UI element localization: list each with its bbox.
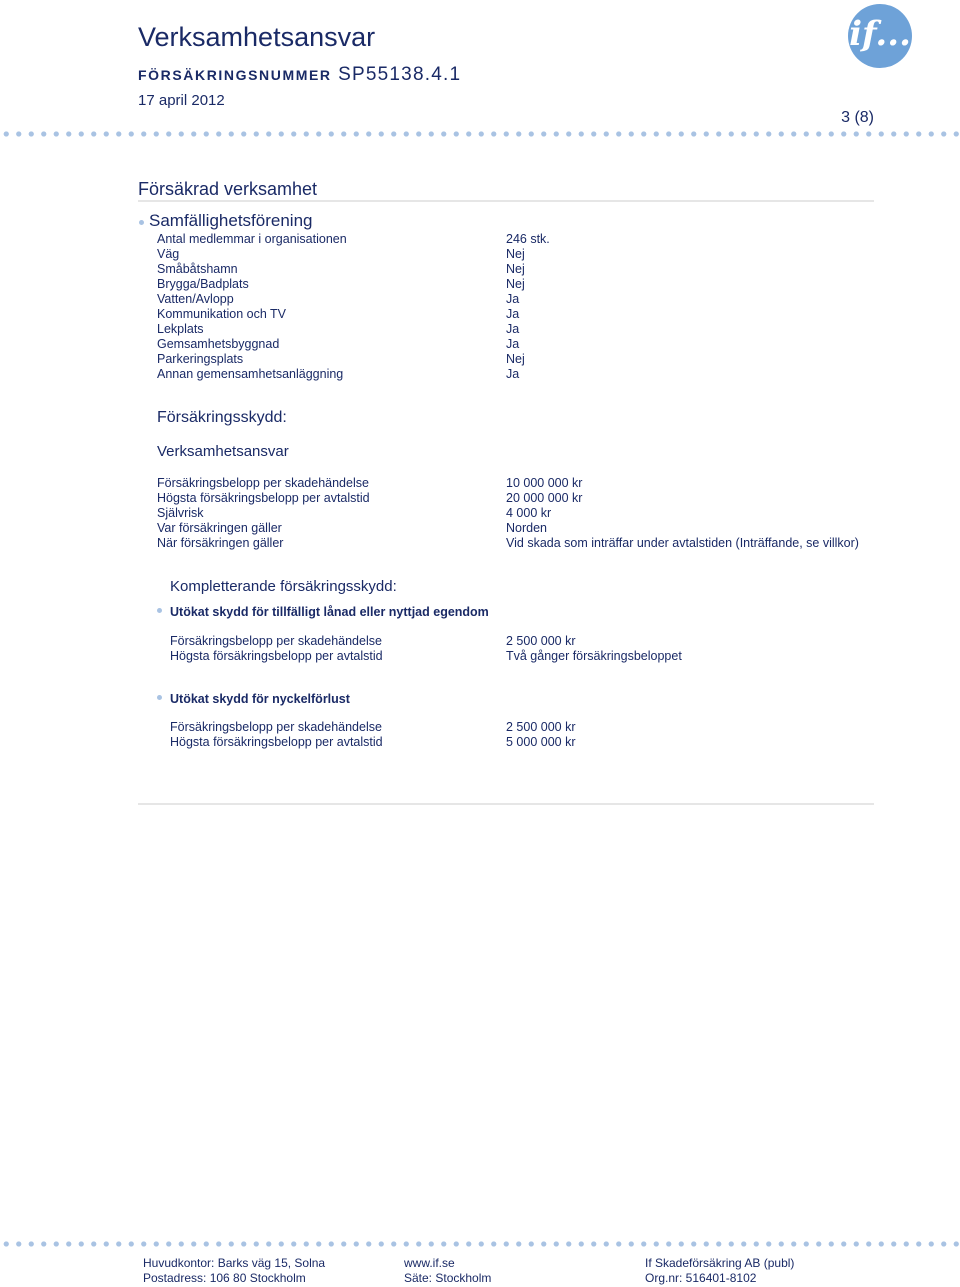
- row-label: Parkeringsplats: [157, 352, 244, 366]
- header-dotted-divider: [0, 130, 960, 138]
- page-number: 3 (8): [841, 109, 874, 126]
- row-value: Ja: [506, 337, 520, 351]
- row-label: Brygga/Badplats: [157, 277, 249, 291]
- policy-number-line: [138, 63, 461, 86]
- if-logo: [848, 4, 912, 68]
- row-label: Var försäkringen gäller: [157, 521, 282, 535]
- section-rule: [138, 200, 874, 202]
- row-label: När försäkringen gäller: [157, 536, 284, 550]
- footer-orgnr: Org.nr: 516401-8102: [645, 1271, 757, 1285]
- row-label: Småbåtshamn: [157, 262, 238, 276]
- footer-dotted-divider: [0, 1240, 960, 1248]
- bullet-icon: [157, 695, 162, 700]
- row-label: Gemsamhetsbyggnad: [157, 337, 280, 351]
- row-value: Ja: [506, 292, 520, 306]
- row-value: Två gånger försäkringsbeloppet: [506, 649, 682, 663]
- row-value: Nej: [506, 352, 525, 366]
- row-value: Nej: [506, 247, 525, 261]
- row-value: 5 000 000 kr: [506, 735, 576, 749]
- row-label: Väg: [157, 247, 180, 261]
- row-label: Högsta försäkringsbelopp per avtalstid: [170, 649, 383, 663]
- footer-hq: Huvudkontor: Barks väg 15, Solna: [143, 1256, 326, 1270]
- insured-heading: Försäkrad verksamhet: [138, 179, 318, 199]
- content-end-rule: [138, 803, 874, 805]
- supplementary-item-title: Utökat skydd för nyckelförlust: [170, 692, 350, 706]
- row-value: Ja: [506, 307, 520, 321]
- row-value: 10 000 000 kr: [506, 476, 583, 490]
- row-value: 20 000 000 kr: [506, 491, 583, 505]
- bullet-icon: [139, 220, 144, 225]
- bullet-icon: [157, 608, 162, 613]
- row-label: Högsta försäkringsbelopp per avtalstid: [157, 491, 370, 505]
- row-label: Högsta försäkringsbelopp per avtalstid: [170, 735, 383, 749]
- row-value: 4 000 kr: [506, 506, 552, 520]
- row-value: 2 500 000 kr: [506, 720, 576, 734]
- footer-website-link[interactable]: www.if.se: [404, 1256, 455, 1270]
- row-value: 2 500 000 kr: [506, 634, 576, 648]
- row-label: Annan gemensamhetsanläggning: [157, 367, 344, 381]
- document-title: Verksamhetsansvar: [138, 22, 376, 52]
- coverage-heading: Försäkringsskydd:: [157, 409, 287, 426]
- row-value: Nej: [506, 277, 525, 291]
- row-label: Självrisk: [157, 506, 204, 520]
- row-label: Försäkringsbelopp per skadehändelse: [170, 720, 382, 734]
- row-value: Vid skada som inträffar under avtalstiden (Inträffande, se villkor): [506, 536, 859, 550]
- row-label: Antal medlemmar i organisationen: [157, 232, 347, 246]
- row-label: Vatten/Avlopp: [157, 292, 234, 306]
- policy-number-label: försäkringsnummer: [138, 63, 332, 85]
- row-value: Ja: [506, 322, 520, 336]
- footer-postal: Postadress: 106 80 Stockholm: [143, 1271, 306, 1285]
- logo-text: if...: [849, 14, 911, 54]
- document-date: 17 april 2012: [138, 92, 225, 109]
- row-label: Försäkringsbelopp per skadehändelse: [157, 476, 369, 490]
- row-value: 246 stk.: [506, 232, 550, 246]
- footer-company: If Skadeförsäkring AB (publ): [645, 1256, 795, 1270]
- row-value: Nej: [506, 262, 525, 276]
- footer-seat: Säte: Stockholm: [404, 1271, 492, 1285]
- row-value: Norden: [506, 521, 547, 535]
- insured-type: Samfällighetsförening: [149, 211, 313, 230]
- coverage-subheading: Verksamhetsansvar: [157, 443, 289, 460]
- row-label: Lekplats: [157, 322, 204, 336]
- policy-number: SP55138.4.1: [338, 64, 462, 85]
- row-label: Kommunikation och TV: [157, 307, 286, 321]
- row-label: Försäkringsbelopp per skadehändelse: [170, 634, 382, 648]
- row-value: Ja: [506, 367, 520, 381]
- supplementary-item-title: Utökat skydd för tillfälligt lånad eller nyttjad egendom: [170, 605, 489, 619]
- supplementary-heading: Kompletterande försäkringsskydd:: [170, 578, 397, 595]
